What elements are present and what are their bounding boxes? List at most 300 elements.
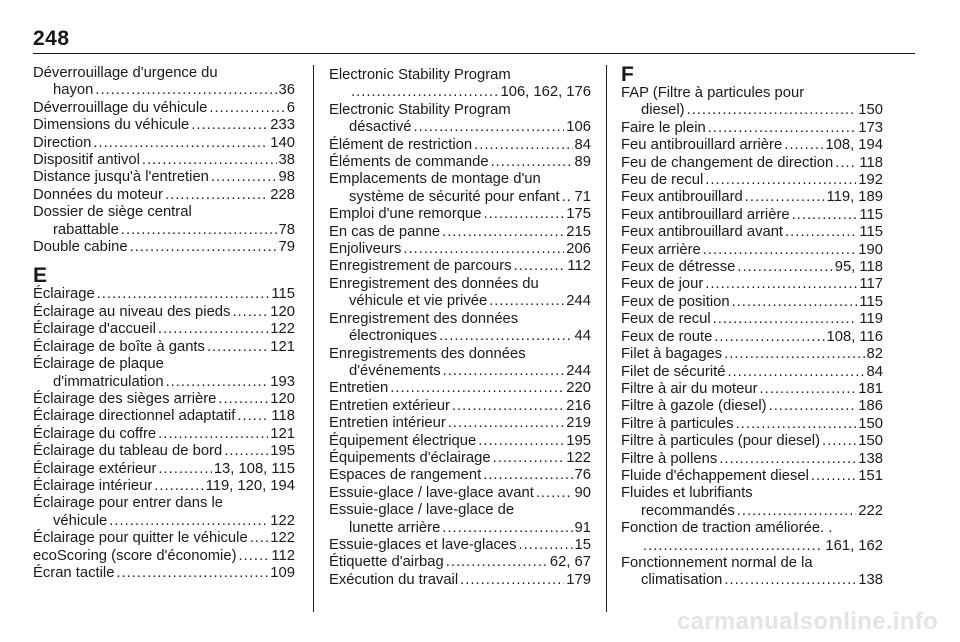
index-entry	[329, 102, 591, 137]
index-entry	[621, 172, 883, 189]
page-reference[interactable]: 121	[270, 425, 295, 442]
index-entry-term: Élément de restriction	[329, 136, 473, 153]
page-reference[interactable]: 108, 116	[826, 328, 883, 345]
index-entry	[329, 137, 591, 154]
dot-leader	[489, 293, 564, 310]
page-reference[interactable]: 195	[270, 443, 295, 460]
index-entry-term: Équipements d'éclairage	[329, 449, 491, 466]
page-reference[interactable]: 112	[567, 258, 591, 275]
page-reference[interactable]: 228	[270, 186, 295, 203]
page-reference[interactable]: 150	[858, 433, 883, 450]
dot-leader	[536, 485, 573, 502]
page-reference[interactable]: 120	[270, 303, 295, 320]
column-divider	[313, 65, 314, 612]
page-reference[interactable]: 71	[574, 188, 591, 205]
index-entry-term: Éclairage pour entrer dans le	[33, 495, 224, 512]
page-reference[interactable]: 121	[270, 338, 295, 355]
page-reference[interactable]: 138	[858, 572, 883, 589]
index-entry	[33, 187, 295, 204]
index-entry-term-continued: véhicule et vie privée	[349, 293, 488, 310]
index-entry-term: Éléments de commande	[329, 154, 489, 171]
page-reference[interactable]: 117	[859, 276, 883, 293]
index-entry	[329, 502, 591, 537]
index-entry-term: Éclairage du tableau de bord	[33, 443, 223, 460]
dot-leader	[224, 443, 268, 460]
index-entry	[621, 207, 883, 224]
index-entry-term: Éclairage de boîte à gants	[33, 338, 205, 355]
index-entry	[33, 461, 295, 478]
index-entry-term: Feux de détresse	[621, 259, 736, 276]
index-entry	[329, 224, 591, 241]
index-entry	[329, 554, 591, 571]
dot-leader	[121, 222, 277, 239]
dot-leader	[239, 548, 270, 565]
dot-leader	[484, 206, 565, 223]
index-entry-term-continued: système de sécurité pour enfant	[349, 188, 560, 205]
index-entry-term: Fonction de traction améliorée. .	[621, 520, 833, 537]
index-entry	[621, 224, 883, 241]
index-entry-term: Electronic Stability Program	[329, 67, 511, 83]
index-entry-term: Éclairage des sièges arrière	[33, 390, 217, 407]
index-entry	[621, 468, 883, 485]
index-entry-term-continued: d'événements	[349, 362, 441, 379]
dot-leader	[232, 304, 268, 321]
dot-leader	[443, 363, 565, 380]
index-entry-term: Electronic Stability Program	[329, 101, 511, 118]
section-letter: E	[33, 264, 48, 288]
index-entry-term: Entretien extérieur	[329, 397, 450, 414]
index-entry-term: Feux arrière	[621, 241, 701, 258]
dot-leader	[760, 381, 857, 398]
page-reference[interactable]: 82	[866, 346, 883, 363]
dot-leader	[474, 137, 572, 154]
dot-leader	[154, 478, 203, 495]
dot-leader	[95, 82, 276, 99]
index-entry	[621, 242, 883, 259]
dot-leader	[414, 119, 565, 136]
page-reference[interactable]: 192	[858, 172, 883, 189]
dot-leader	[785, 224, 857, 241]
page-reference[interactable]: 219	[566, 415, 591, 432]
index-entry-term: Emploi d'une remorque	[329, 206, 482, 223]
page-reference[interactable]: 119	[859, 311, 883, 328]
index-entry-term: Filtre à particules	[621, 415, 734, 432]
dot-leader	[250, 530, 269, 547]
index-entry-term: Essuie-glaces et lave-glaces	[329, 536, 517, 553]
index-entry-term: Distance jusqu'à l'entretien	[33, 169, 209, 186]
index-entry-term: Étiquette d'airbag	[329, 554, 444, 571]
dot-leader	[218, 391, 268, 408]
index-entry	[621, 364, 883, 381]
index-entry	[329, 241, 591, 258]
index-entry-term: Enregistrement des données	[329, 310, 519, 327]
index-entry-term-continued: rabattable	[53, 221, 119, 238]
index-entry	[621, 416, 883, 433]
index-entry	[33, 169, 295, 186]
dot-leader	[784, 137, 823, 154]
index-entry	[329, 485, 591, 502]
dot-leader	[158, 321, 268, 338]
index-entry-term: Entretien intérieur	[329, 415, 446, 432]
dot-leader	[724, 346, 864, 363]
index-entry-term: Emplacements de montage d'un	[329, 171, 541, 188]
index-entry-term: Feux de position	[621, 293, 730, 310]
page-reference[interactable]: 106	[566, 119, 591, 136]
index-entry	[329, 171, 591, 206]
index-entry	[33, 65, 295, 100]
page-reference[interactable]: 44	[574, 328, 591, 345]
page-reference[interactable]: 216	[566, 397, 591, 414]
dot-leader	[483, 467, 572, 484]
dot-leader	[736, 416, 857, 433]
page-reference[interactable]: 122	[270, 512, 295, 529]
page-reference[interactable]: 115	[271, 286, 295, 303]
index-entry	[329, 450, 591, 467]
dot-leader	[491, 154, 573, 171]
index-entry	[621, 120, 883, 137]
dot-leader	[792, 207, 858, 224]
index-entry-term: Entretien	[329, 380, 389, 397]
page-reference[interactable]: 222	[858, 502, 883, 519]
page-reference[interactable]: 181	[858, 380, 883, 397]
index-entry	[621, 137, 883, 154]
index-entry	[33, 391, 295, 408]
page-reference[interactable]: 215	[566, 223, 591, 240]
index-entry-term: Filtre à air du moteur	[621, 380, 758, 397]
dot-leader	[442, 224, 564, 241]
index-entry-term: Éclairage du coffre	[33, 425, 157, 442]
index-entry	[33, 204, 295, 239]
page-reference[interactable]: 108, 194	[825, 137, 883, 154]
index-entry	[33, 239, 295, 256]
index-entry-term: Direction	[33, 134, 92, 151]
index-entry	[329, 346, 591, 381]
dot-leader	[705, 172, 856, 189]
page-reference[interactable]: 112	[271, 547, 295, 564]
index-entry	[621, 155, 883, 172]
index-entry	[329, 415, 591, 432]
index-entry-term: Feux antibrouillard	[621, 189, 743, 206]
index-column-1	[33, 65, 295, 582]
index-entry	[329, 537, 591, 554]
dot-leader	[708, 120, 857, 137]
index-entry	[33, 321, 295, 338]
index-entry	[33, 478, 295, 495]
page-reference[interactable]: 173	[858, 119, 883, 136]
page-reference[interactable]: 119, 120, 194	[205, 477, 295, 494]
index-entry	[329, 398, 591, 415]
dot-leader	[130, 239, 277, 256]
dot-leader	[705, 276, 857, 293]
index-entry	[33, 426, 295, 443]
index-entry	[33, 339, 295, 356]
page-reference[interactable]: 140	[270, 134, 295, 151]
dot-leader	[714, 329, 824, 346]
index-entry	[621, 398, 883, 415]
index-entry-term: Déverrouillage d'urgence du	[33, 65, 218, 81]
dot-leader	[403, 241, 564, 258]
page-reference[interactable]: 195	[566, 432, 591, 449]
index-entry	[329, 572, 591, 589]
index-entry	[33, 565, 295, 582]
page-reference[interactable]: 84	[866, 363, 883, 380]
page-reference[interactable]: 95, 118	[834, 259, 883, 276]
page-reference[interactable]: 233	[270, 117, 295, 134]
page-reference[interactable]: 244	[566, 362, 591, 379]
page-reference[interactable]: 79	[278, 239, 295, 256]
index-entry-term: Faire le plein	[621, 119, 706, 136]
dot-leader	[737, 259, 832, 276]
dot-leader	[209, 100, 284, 117]
page-reference[interactable]: 89	[574, 154, 591, 171]
index-entry	[621, 555, 883, 590]
page-reference[interactable]: 186	[858, 398, 883, 415]
page-reference[interactable]: 244	[566, 293, 591, 310]
page-number: 248	[33, 27, 70, 50]
page-reference[interactable]: 13, 108, 115	[213, 460, 295, 477]
dot-leader	[822, 433, 856, 450]
header-rule	[33, 53, 915, 54]
index-entry-term: Éclairage pour quitter le véhicule	[33, 530, 248, 547]
index-entry-term: Filet à bagages	[621, 346, 723, 363]
dot-leader	[191, 117, 268, 134]
index-entry-term: En cas de panne	[329, 223, 441, 240]
page-reference[interactable]: 151	[858, 467, 883, 484]
page-reference[interactable]: 138	[858, 450, 883, 467]
dot-leader	[811, 468, 856, 485]
index-entry	[329, 258, 591, 275]
dot-leader	[93, 135, 268, 152]
dot-leader	[727, 364, 864, 381]
index-entry-term-continued: véhicule	[53, 512, 108, 529]
page-reference[interactable]: 109	[270, 564, 295, 581]
dot-leader	[737, 503, 857, 520]
index-entry	[621, 485, 883, 520]
dot-leader	[390, 380, 564, 397]
dot-leader	[687, 102, 857, 119]
index-entry	[33, 100, 295, 117]
dot-leader	[442, 520, 572, 537]
index-entry-term: Essuie-glace / lave-glace avant	[329, 484, 534, 501]
index-entry-term: Exécution du travail	[329, 571, 459, 588]
index-entry-term: Équipement électrique	[329, 432, 477, 449]
index-entry	[621, 85, 883, 120]
index-entry-term-continued: lunette arrière	[349, 519, 441, 536]
dot-leader	[452, 398, 564, 415]
dot-leader	[446, 554, 548, 571]
index-entry-term: Filtre à particules (pour diesel)	[621, 433, 821, 450]
index-entry-term: Enregistrements des données	[329, 345, 526, 362]
dot-leader	[439, 328, 573, 345]
index-entry-term: FAP (Filtre à particules pour	[621, 85, 805, 101]
watermark: carmanualsonline.info	[676, 608, 938, 635]
index-entry	[329, 276, 591, 311]
section-letter: F	[621, 63, 634, 86]
dot-leader	[116, 565, 268, 582]
dot-leader	[519, 537, 573, 554]
index-entry-term: Espaces de rangement	[329, 467, 482, 484]
index-entry-term: Éclairage de plaque	[33, 356, 164, 373]
page-reference[interactable]: 190	[858, 241, 883, 258]
page-reference[interactable]: 115	[859, 293, 883, 310]
index-entry-term: Feux de route	[621, 328, 713, 345]
dot-leader	[713, 311, 858, 328]
index-entry-term: Feu antibrouillard arrière	[621, 137, 783, 154]
page-reference[interactable]: 15	[574, 536, 591, 553]
index-entry	[621, 276, 883, 293]
index-entry	[33, 495, 295, 530]
index-entry-term: Feu de changement de direction	[621, 154, 834, 171]
index-entry-term: Éclairage directionnel adaptatif	[33, 408, 236, 425]
index-entry-term: Feu de recul	[621, 172, 704, 189]
dot-leader	[158, 426, 268, 443]
index-entry	[33, 356, 295, 391]
index-entry	[329, 467, 591, 484]
page-reference[interactable]: 84	[574, 136, 591, 153]
index-entry	[621, 381, 883, 398]
page-reference[interactable]: 161, 162	[825, 537, 883, 554]
index-entry-term-continued: d'immatriculation	[53, 373, 164, 390]
index-entry	[329, 380, 591, 397]
index-entry-term: Déverrouillage du véhicule	[33, 99, 208, 116]
dot-leader	[351, 84, 498, 101]
page-reference[interactable]: 119, 189	[826, 189, 883, 206]
page-reference[interactable]: 98	[278, 169, 295, 186]
page-reference[interactable]: 122	[270, 530, 295, 547]
dot-leader	[703, 242, 857, 259]
index-entry-term: Éclairage intérieur	[33, 477, 153, 494]
index-entry-term: Données du moteur	[33, 186, 163, 203]
index-entry	[329, 206, 591, 223]
page-reference[interactable]: 206	[566, 241, 591, 258]
dot-leader	[835, 155, 857, 172]
index-entry	[621, 329, 883, 346]
index-entry-term: Éclairage au niveau des pieds	[33, 303, 231, 320]
index-entry-term: Éclairage	[33, 286, 95, 303]
index-entry-term: Dossier de siège central	[33, 204, 192, 221]
page-reference[interactable]: 115	[859, 224, 883, 241]
index-entry-term: Feux de recul	[621, 311, 711, 328]
index-entry-term: Feux de jour	[621, 276, 704, 293]
index-entry	[329, 311, 591, 346]
index-entry	[33, 304, 295, 321]
dot-leader	[460, 572, 564, 589]
page-reference[interactable]: 120	[270, 390, 295, 407]
index-entry-term: Feux antibrouillard avant	[621, 224, 784, 241]
page-reference[interactable]: 118	[271, 408, 295, 425]
index-entry-term: Enregistrement de parcours	[329, 258, 512, 275]
dot-leader	[166, 374, 269, 391]
index-entry-term-continued: désactivé	[349, 119, 412, 136]
dot-leader	[165, 187, 268, 204]
dot-leader	[562, 189, 573, 206]
page-reference[interactable]: 76	[574, 467, 591, 484]
index-entry	[621, 433, 883, 450]
page-reference[interactable]: 90	[574, 484, 591, 501]
index-entry-term: Écran tactile	[33, 564, 115, 581]
index-entry-term: Fonctionnement normal de la	[621, 554, 813, 571]
dot-leader	[514, 258, 566, 275]
dot-leader	[478, 433, 564, 450]
column-divider	[606, 65, 607, 612]
dot-leader	[769, 398, 857, 415]
dot-leader	[493, 450, 565, 467]
index-entry-term: Éclairage d'accueil	[33, 321, 156, 338]
index-entry-term: Filtre à gazole (diesel)	[621, 398, 767, 415]
index-entry-term: Enjoliveurs	[329, 241, 402, 258]
page-reference[interactable]: 179	[566, 571, 591, 588]
index-entry	[621, 189, 883, 206]
index-entry	[329, 67, 591, 102]
index-entry-term-continued: recommandés	[641, 502, 735, 519]
page-reference[interactable]: 220	[566, 380, 591, 397]
index-entry-term: Dimensions du véhicule	[33, 117, 190, 134]
index-entry-term-continued: électroniques	[349, 328, 438, 345]
index-entry-term: Filtre à pollens	[621, 450, 718, 467]
page-reference[interactable]: 36	[278, 82, 295, 99]
index-entry-term: Essuie-glace / lave-glace de	[329, 502, 515, 519]
index-entry-term-continued: hayon	[53, 82, 94, 99]
dot-leader	[237, 408, 269, 425]
page-reference[interactable]: 118	[859, 154, 883, 171]
index-entry	[33, 548, 295, 565]
page-reference[interactable]: 62, 67	[549, 554, 591, 571]
page-reference[interactable]: 91	[574, 519, 591, 536]
page-reference[interactable]: 150	[858, 415, 883, 432]
index-entry-term-continued: diesel)	[641, 102, 685, 119]
index-entry-term: Fluides et lubrifiants	[621, 485, 753, 502]
index-entry	[621, 520, 883, 555]
dot-leader	[97, 286, 270, 303]
index-entry-term: Filet de sécurité	[621, 363, 726, 380]
page-reference[interactable]: 78	[278, 221, 295, 238]
index-entry-term: ecoScoring (score d'économie)	[33, 547, 237, 564]
index-entry	[329, 154, 591, 171]
dot-leader	[211, 169, 277, 186]
dot-leader	[448, 415, 565, 432]
page-reference[interactable]: 38	[278, 152, 295, 169]
index-entry-term: Éclairage extérieur	[33, 460, 157, 477]
page-reference[interactable]: 150	[858, 102, 883, 119]
index-entry	[33, 152, 295, 169]
index-entry	[33, 408, 295, 425]
dot-leader	[643, 538, 823, 555]
index-entry	[33, 117, 295, 134]
page-reference[interactable]: 122	[270, 321, 295, 338]
index-entry-term: Enregistrement des données du	[329, 275, 539, 292]
index-entry	[33, 443, 295, 460]
dot-leader	[207, 339, 268, 356]
index-entry	[621, 346, 883, 363]
index-column-3	[621, 65, 883, 590]
page-reference[interactable]: 115	[859, 206, 883, 223]
page-reference[interactable]: 106, 162, 176	[500, 84, 591, 101]
index-entry	[621, 311, 883, 328]
index-entry	[33, 286, 295, 303]
page-reference[interactable]: 122	[566, 449, 591, 466]
index-entry-term-continued: climatisation	[641, 572, 723, 589]
index-entry-term: Dispositif antivol	[33, 152, 140, 169]
page-reference[interactable]: 6	[286, 99, 295, 116]
dot-leader	[724, 572, 856, 589]
index-entry	[621, 259, 883, 276]
dot-leader	[158, 461, 211, 478]
dot-leader	[719, 451, 856, 468]
page-reference[interactable]: 175	[566, 206, 591, 223]
index-entry	[329, 433, 591, 450]
index-entry-term: Feux antibrouillard arrière	[621, 206, 790, 223]
page-reference[interactable]: 193	[270, 373, 295, 390]
